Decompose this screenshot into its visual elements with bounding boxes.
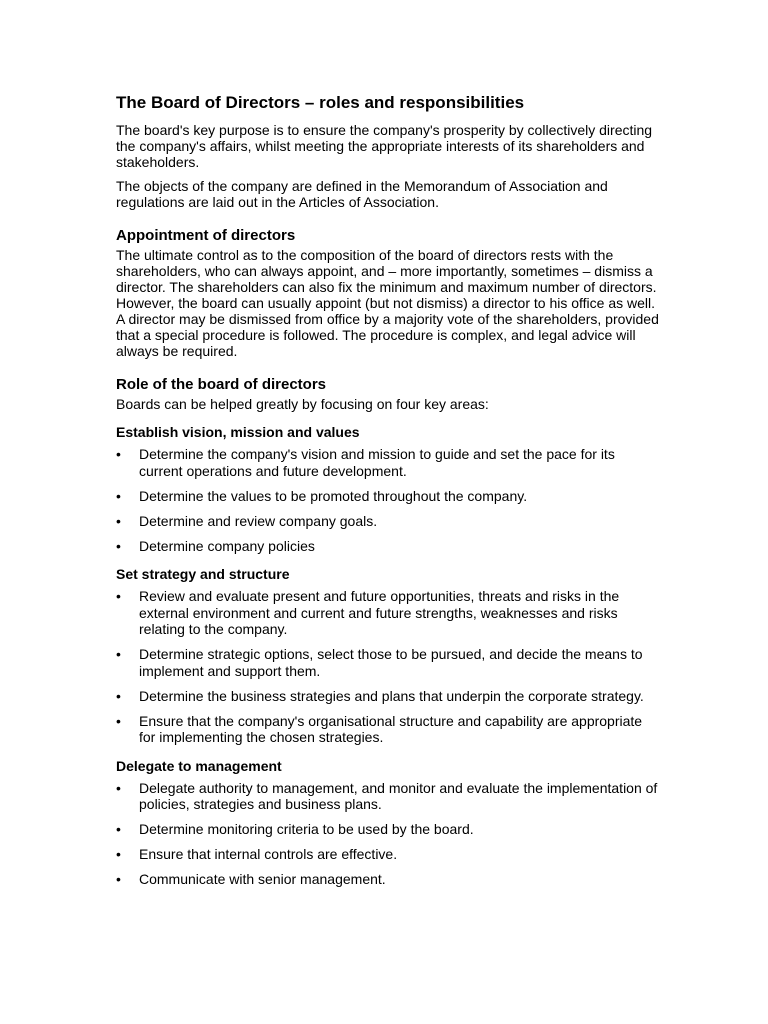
bullet-icon: • [116, 821, 121, 837]
list-item [116, 780, 661, 813]
appointment-paragraph: The ultimate control as to the composition of the board of directors rests with the shareholders, who can always appoint, and – more importantly, sometimes – dismiss a director. The shareholders can also fix the minimum and maximum number of directors. However, the board can usually appoint (but not dismiss) a director to his office as well. A director may be dismissed from office by a majority vote of the shareholders, provided that a special procedure is followed. The procedure is complex, and legal advice will always be required. [116, 247, 659, 359]
bullet-icon: • [116, 646, 121, 662]
list-item [116, 846, 661, 863]
list-item [116, 871, 661, 888]
bullet-icon: • [116, 537, 121, 554]
list-item-text: Determine company policies [139, 537, 315, 554]
list-item [116, 821, 661, 838]
list-item [116, 538, 661, 555]
intro-paragraph: The objects of the company are defined in the Memorandum of Association and regulations are laid out in the Articles of Association. [116, 178, 608, 210]
list-item-text: Ensure that internal controls are effective. [139, 846, 398, 862]
section-heading-role: Role of the board of directors [116, 376, 327, 393]
list-item-text: Determine the values to be promoted throughout the company. [139, 487, 528, 504]
bullet-list-strategy [116, 588, 661, 746]
list-item-text: Determine the business strategies and plans that underpin the corporate strategy. [139, 687, 644, 704]
bullet-list-delegate [116, 780, 661, 888]
bullet-icon: • [116, 512, 121, 529]
list-item [116, 446, 661, 479]
role-intro-paragraph: Boards can be helped greatly by focusing on four key areas: [116, 396, 489, 412]
list-item-text: Review and evaluate present and future opportunities, threats and risks in the external environment and current and future strengths, weaknesses and risks relating to the company. [139, 588, 620, 637]
subsection-heading-strategy: Set strategy and structure [116, 566, 290, 582]
list-item [116, 688, 661, 705]
bullet-icon: • [116, 588, 121, 604]
bullet-icon: • [116, 446, 121, 462]
list-item-text: Determine monitoring criteria to be used by the board. [139, 821, 474, 837]
document-body [116, 92, 661, 896]
list-item-text: Ensure that the company's organisational structure and capability are appropriate for implementing the chosen strategies. [139, 712, 643, 745]
subsection-heading-vision: Establish vision, mission and values [116, 424, 360, 440]
subsection-heading-delegate: Delegate to management [116, 757, 282, 774]
bullet-icon: • [116, 487, 121, 504]
page-title: The Board of Directors – roles and responsibilities [116, 93, 525, 112]
bullet-icon: • [116, 871, 121, 887]
bullet-icon: • [116, 712, 121, 729]
list-item-text: Delegate authority to management, and monitor and evaluate the implementation of policies, strategies and business plans. [139, 779, 658, 812]
list-item [116, 713, 661, 746]
list-item [116, 588, 661, 638]
bullet-icon: • [116, 779, 121, 796]
bullet-icon: • [116, 846, 121, 862]
list-item-text: Determine the company's vision and mission to guide and set the pace for its current operations and future development. [139, 446, 615, 479]
list-item [116, 513, 661, 530]
list-item [116, 488, 661, 505]
list-item-text: Determine strategic options, select those to be pursued, and decide the means to implement and support them. [139, 646, 643, 679]
section-heading-appointment: Appointment of directors [116, 227, 296, 244]
list-item-text: Determine and review company goals. [139, 512, 378, 529]
bullet-list-vision [116, 446, 661, 554]
bullet-icon: • [116, 687, 121, 704]
intro-paragraph: The board's key purpose is to ensure the company's prosperity by collectively directing the company's affairs, whilst meeting the appropriate interests of its shareholders and stakeholders. [116, 122, 653, 170]
list-item-text: Communicate with senior management. [139, 871, 386, 887]
list-item [116, 646, 661, 679]
